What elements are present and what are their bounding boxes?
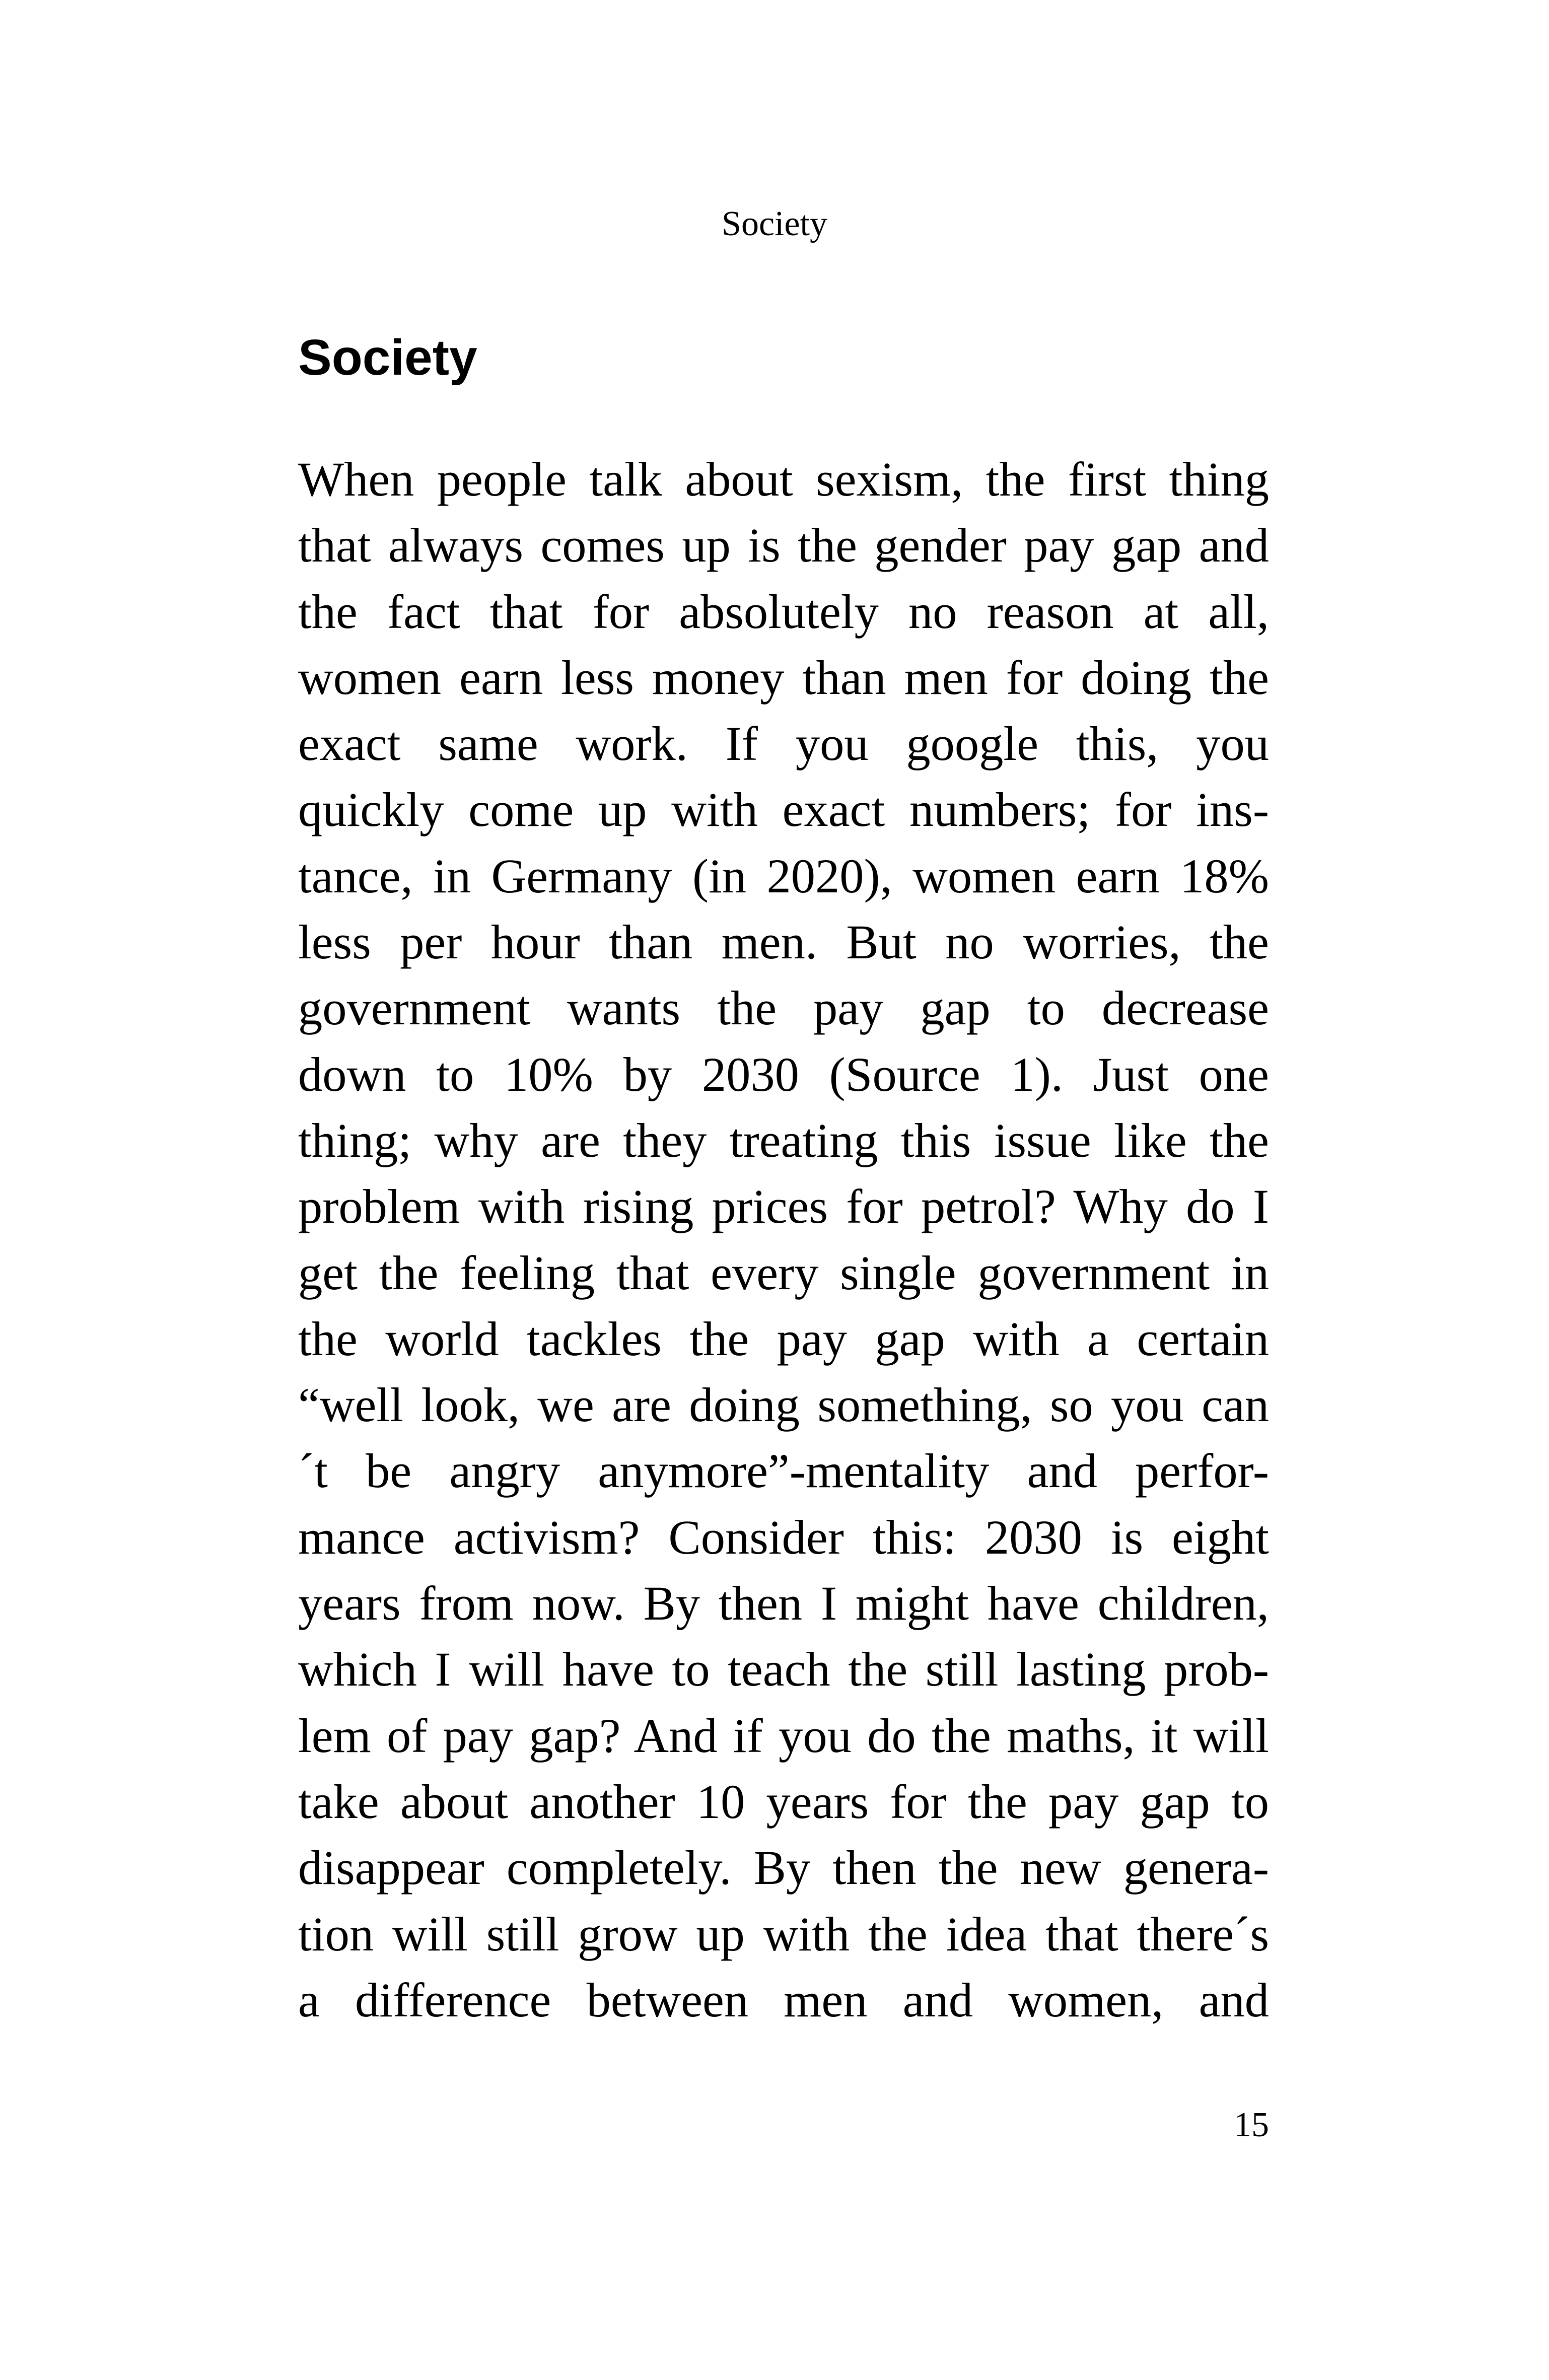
text-line: women earn less money than men for doing the — [298, 650, 1269, 705]
text-line: quickly come up with exact numbers; for ins- — [298, 783, 1269, 837]
text-line: a difference between men and women, and — [298, 1973, 1269, 2027]
text-line: mance activism? Consider this: 2030 is eight — [298, 1510, 1269, 1564]
text-line: “well look, we are doing something, so you can — [298, 1378, 1269, 1432]
text-line: lem of pay gap? And if you do the maths, it will — [298, 1708, 1269, 1763]
text-line: tion will still grow up with the idea that there´s — [298, 1907, 1269, 1961]
text-line: ´t be angry anymore”-mentality and perfor- — [298, 1444, 1269, 1498]
body-paragraph — [298, 446, 1269, 2033]
text-line: government wants the pay gap to decrease — [298, 981, 1269, 1035]
page-number: 15 — [1234, 2106, 1269, 2144]
text-line: less per hour than men. But no worries, the — [298, 915, 1269, 969]
text-line: exact same work. If you google this, you — [298, 717, 1269, 771]
text-line: down to 10% by 2030 (Source 1). Just one — [298, 1047, 1269, 1101]
text-line: tance, in Germany (in 2020), women earn 18% — [298, 849, 1269, 903]
text-line: the fact that for absolutely no reason at all, — [298, 584, 1269, 639]
text-line: which I will have to teach the still lasting prob- — [298, 1642, 1269, 1697]
text-line: take about another 10 years for the pay gap to — [298, 1774, 1269, 1829]
text-line: get the feeling that every single government in — [298, 1245, 1269, 1300]
text-line: that always comes up is the gender pay gap and — [298, 518, 1269, 573]
chapter-title: Society — [298, 329, 477, 386]
text-line: When people talk about sexism, the first thing — [298, 452, 1269, 506]
text-line: problem with rising prices for petrol? Why do I — [298, 1179, 1269, 1234]
text-line: disappear completely. By then the new genera- — [298, 1841, 1269, 1895]
running-header: Society — [722, 204, 827, 243]
text-line: the world tackles the pay gap with a certain — [298, 1311, 1269, 1366]
text-line: years from now. By then I might have children, — [298, 1576, 1269, 1631]
text-line: thing; why are they treating this issue like the — [298, 1113, 1269, 1167]
